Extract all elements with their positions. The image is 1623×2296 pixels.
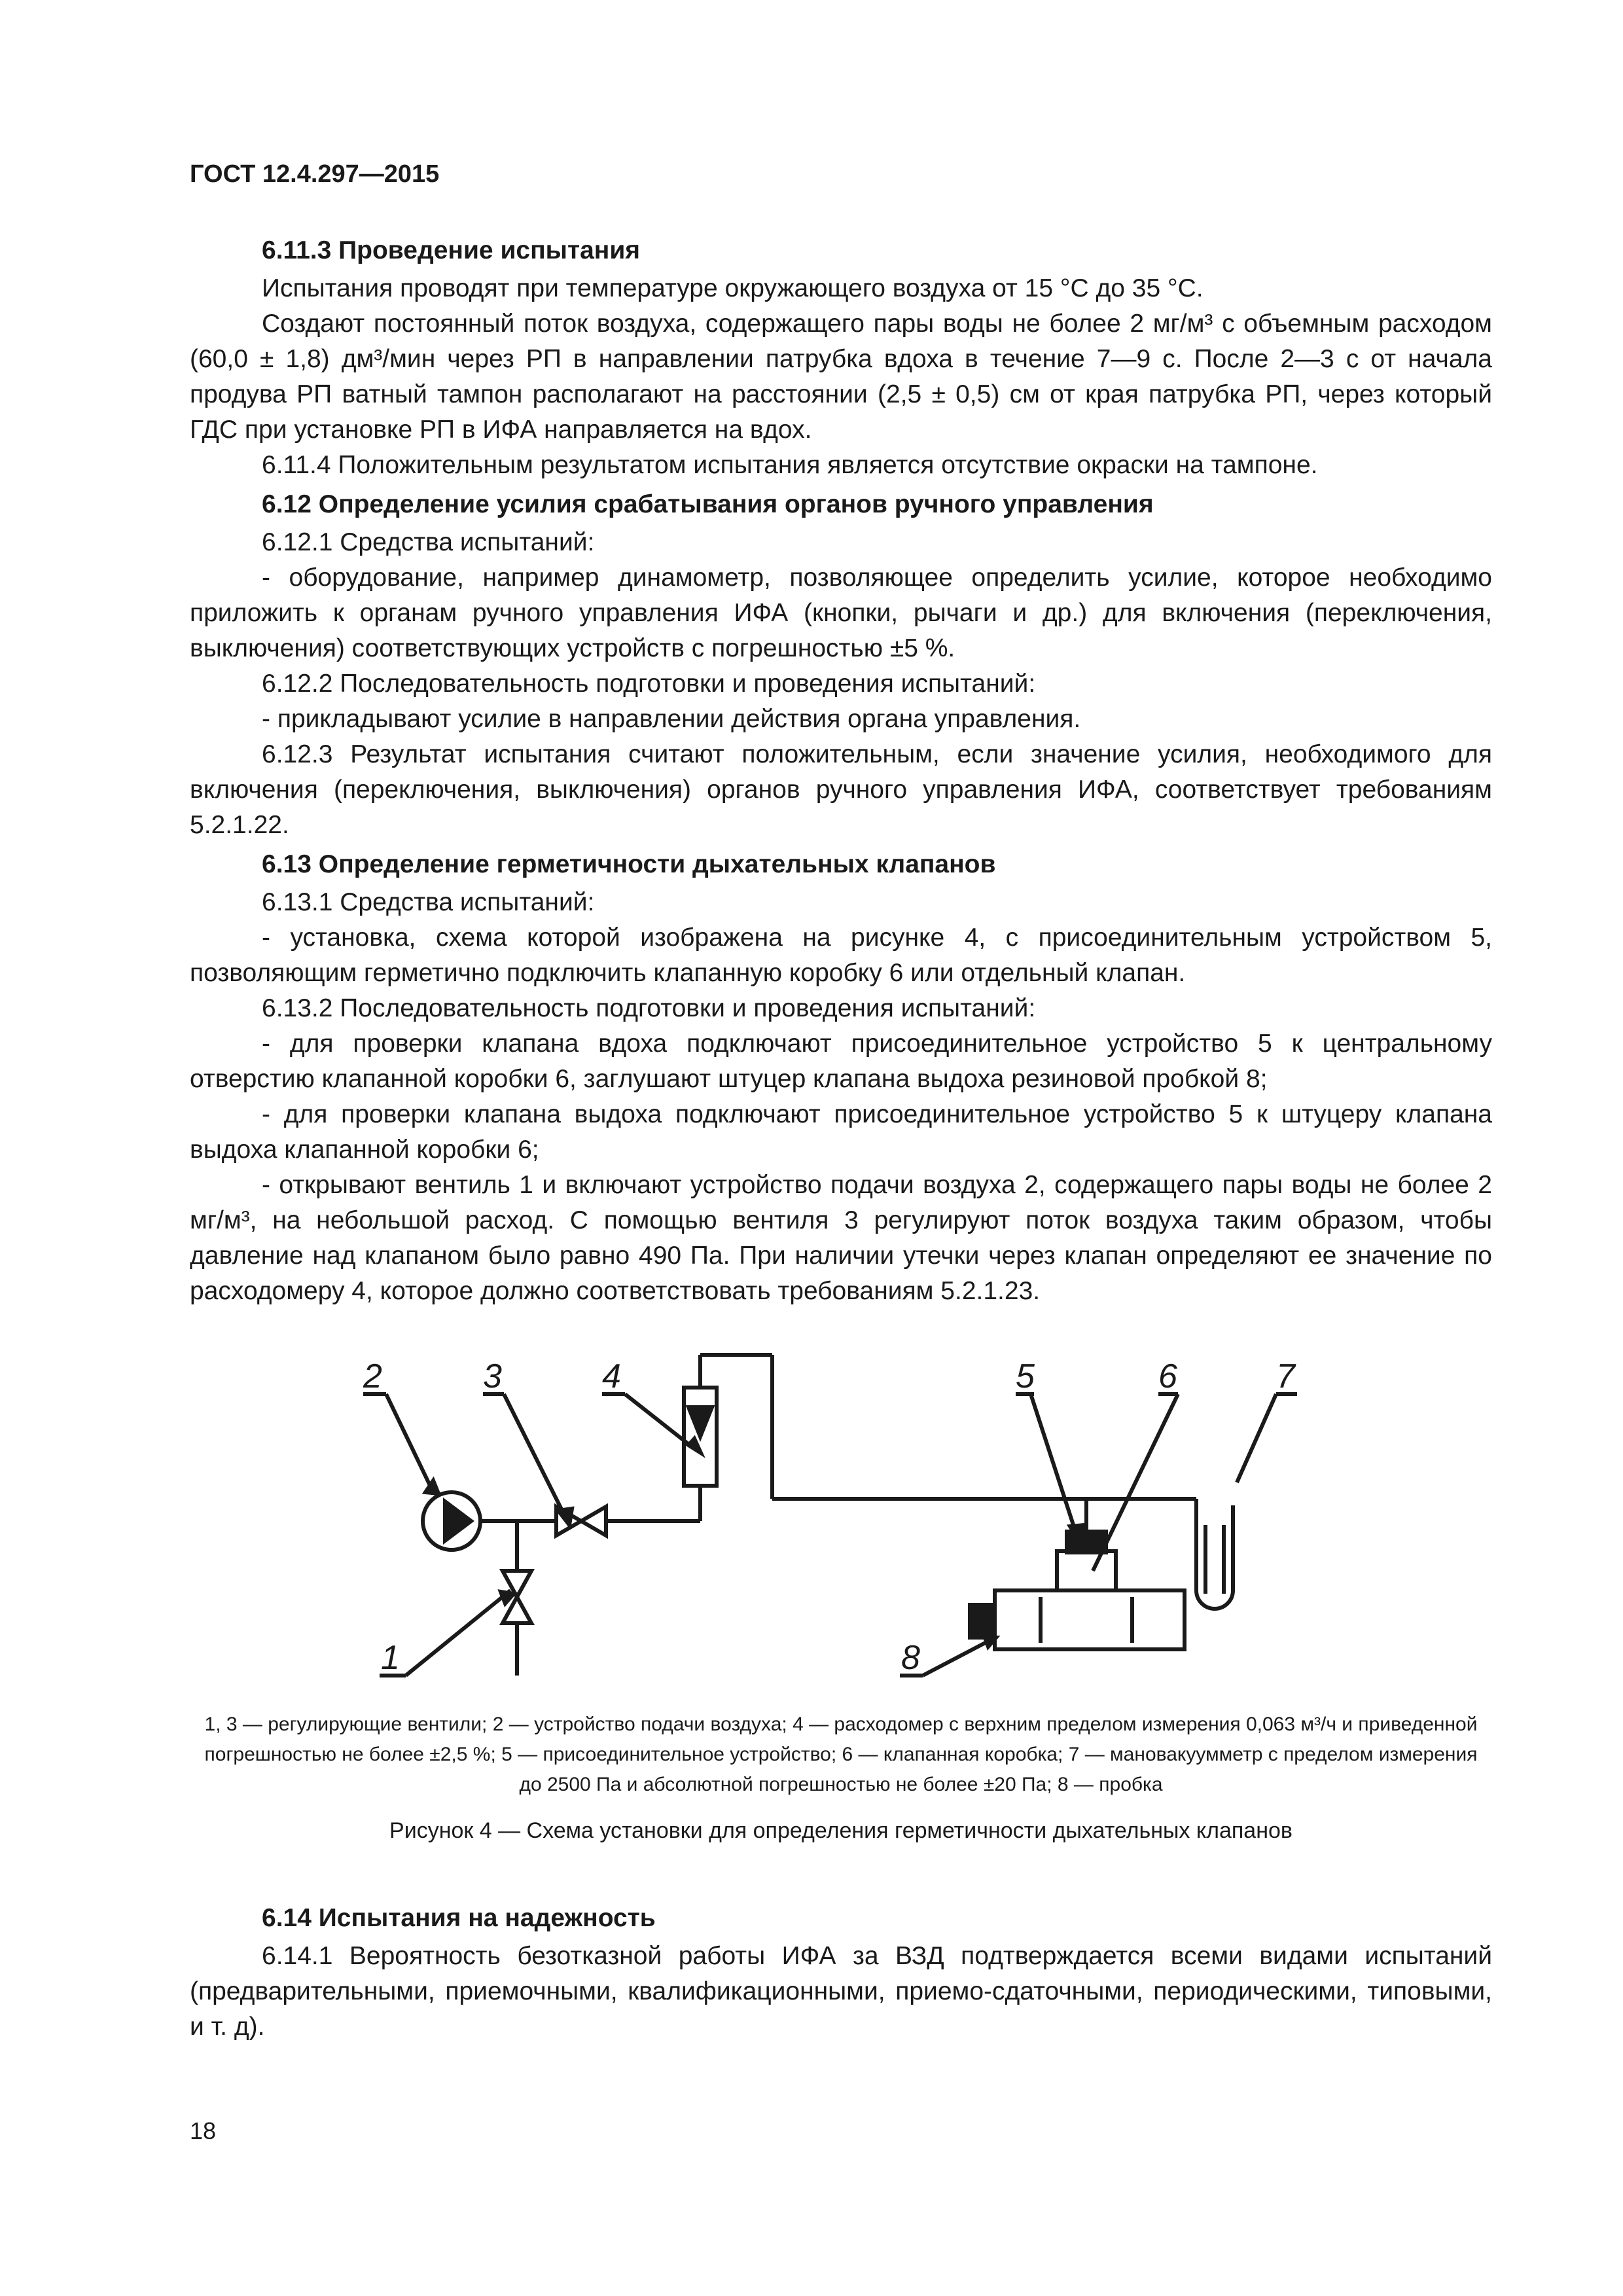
label-2: 2 <box>363 1357 382 1395</box>
paragraph: 6.12.2 Последовательность подготовки и проведения испытаний: <box>262 670 1036 698</box>
pump-arrow <box>445 1501 471 1541</box>
plug-symbol <box>970 1605 995 1638</box>
manometer-tube <box>1196 1499 1233 1609</box>
section-heading: 6.11.3 Проведение испытания <box>262 236 641 264</box>
paragraph: 6.11.4 Положительным результатом испытания является отсутствие окраски на тампоне. <box>262 451 1318 479</box>
paragraph: 6.12.3 Результат испытания считают положительным, если значение усилия, необходимого для включения (переключения, выключения) органов ручного управления ИФА, соответствует требованиям 5.2.1.22. <box>190 740 1492 839</box>
leader-line <box>406 1590 510 1676</box>
paragraph: 6.14.1 Вероятность безотказной работы ИФА за ВЗД подтверждается всеми видами испытаний (предварительными, приемочными, квалификационными, приемо-сдаточными, периодическими, типовыми, и т. д). <box>190 1942 1492 2041</box>
paragraph: - оборудование, например динамометр, позволяющее определить усилие, которое необходимо приложить к органам ручного управления ИФА (кнопки, рычаги и др.) для включения (переключения, выключения) соответствующих устройств с погрешностью ±5 %. <box>190 564 1492 662</box>
paragraph: - прикладывают усилие в направлении действия органа управления. <box>262 705 1081 733</box>
label-6: 6 <box>1158 1357 1177 1395</box>
page-number: 18 <box>190 2117 217 2144</box>
leader-line <box>1237 1394 1276 1482</box>
label-7: 7 <box>1276 1357 1295 1395</box>
leader-line <box>923 1640 991 1676</box>
leader-line <box>504 1394 566 1518</box>
document-header: ГОСТ 12.4.297—2015 <box>190 160 440 188</box>
figure-caption: Рисунок 4 — Схема установки для определения герметичности дыхательных клапанов <box>389 1818 1293 1843</box>
body-text <box>190 229 1492 1309</box>
section-heading: 6.13 Определение герметичности дыхательных клапанов <box>262 850 996 878</box>
leader-line <box>386 1394 433 1492</box>
section-heading: 6.12 Определение усилия срабатывания органов ручного управления <box>262 490 1154 518</box>
flowmeter-indicator <box>688 1407 712 1437</box>
paragraph: 6.13.2 Последовательность подготовки и проведения испытаний: <box>262 994 1036 1022</box>
paragraph: - для проверки клапана вдоха подключают присоединительное устройство 5 к центральному отверстию клапанной коробки 6, заглушают штуцер клапана выдоха резиновой пробкой 8; <box>190 1030 1492 1093</box>
section-heading: 6.14 Испытания на надежность <box>262 1904 656 1932</box>
label-5: 5 <box>1016 1357 1035 1395</box>
leader-line <box>1031 1394 1077 1535</box>
paragraph: Создают постоянный поток воздуха, содержащего пары воды не более 2 мг/м³ с объемным расходом (60,0 ± 1,8) дм³/мин через РП в направлении патрубка вдоха в течение 7—9 с. После 2—3 с от начала продува РП ватный тампон располагают на расстоянии (2,5 ± 0,5) см от края патрубка РП, через который ГДС при установке РП в ИФА направляется на вдох. <box>190 310 1492 444</box>
valve-box <box>995 1590 1185 1649</box>
label-8: 8 <box>901 1639 920 1677</box>
body-text-tail <box>190 1897 1492 2045</box>
label-4: 4 <box>602 1357 621 1395</box>
figure-legend: 1, 3 — регулирующие вентили; 2 — устройство подачи воздуха; 4 — расходомер с верхним пределом измерения 0,063 м³/ч и приведенной погрешностью не более ±2,5 %; 5 — присоединительное устройство; 6 — клапанная коробка; 7 — мановакуумметр с пределом измерения до 2500 Па и абсолютной погрешностью не более ±20 Па; 8 — пробка <box>204 1713 1478 1795</box>
paragraph: 6.12.1 Средства испытаний: <box>262 528 595 556</box>
label-3: 3 <box>483 1357 502 1395</box>
label-1: 1 <box>381 1639 400 1677</box>
paragraph: Испытания проводят при температуре окружающего воздуха от 15 °С до 35 °С. <box>262 274 1204 302</box>
paragraph: - открывают вентиль 1 и включают устройство подачи воздуха 2, содержащего пары воды не более 2 мг/м³, на небольшой расход. С помощью вентиля 3 регулируют поток воздуха таким образом, чтобы давление над клапаном было равно 490 Па. При наличии утечки через клапан определяют ее значение по расходомеру 4, которое должно соответствовать требованиям 5.2.1.23. <box>190 1171 1492 1305</box>
schematic-figure <box>190 1335 1492 1702</box>
connector-symbol <box>1067 1532 1106 1552</box>
schematic-diagram <box>190 1335 1492 1702</box>
paragraph: - для проверки клапана выдоха подключают присоединительное устройство 5 к штуцеру клапана выдоха клапанной коробки 6; <box>190 1100 1492 1164</box>
paragraph: - установка, схема которой изображена на рисунке 4, с присоединительным устройством 5, позволяющим герметично подключить клапанную коробку 6 или отдельный клапан. <box>190 924 1492 987</box>
paragraph: 6.13.1 Средства испытаний: <box>262 888 595 916</box>
valve-box-top <box>1057 1551 1116 1590</box>
